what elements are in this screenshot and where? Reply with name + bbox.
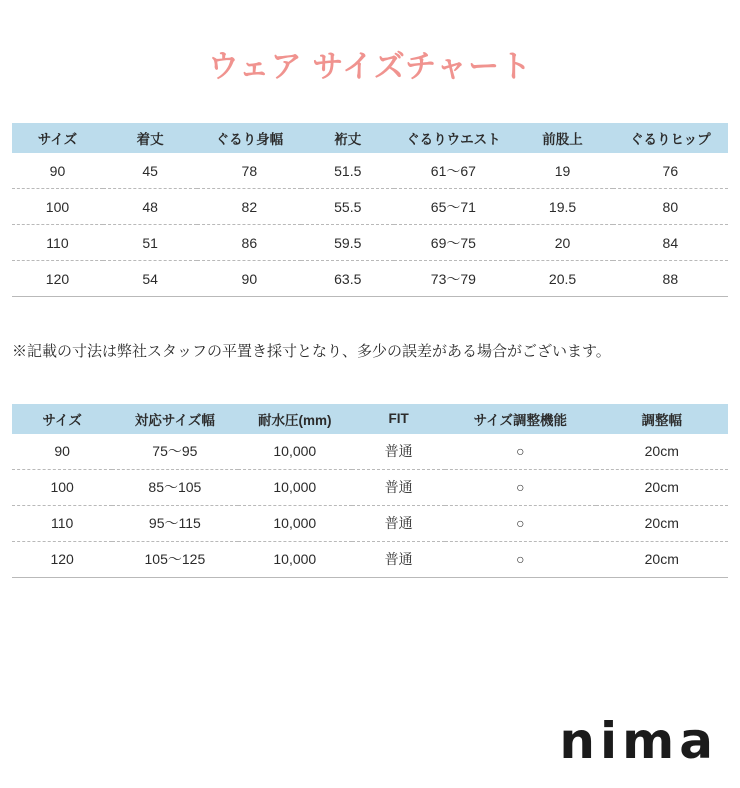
cell: 120 [12,261,103,297]
cell: 100 [12,469,112,505]
cell: 48 [103,189,198,225]
table-header-row [12,123,728,153]
table-row [12,225,728,261]
cell: 45 [103,153,198,189]
cell: 20cm [596,541,728,577]
cell: 75〜95 [112,434,237,470]
table-row [12,434,728,470]
cell: 90 [12,434,112,470]
cell: 20cm [596,505,728,541]
table-row [12,505,728,541]
cell: 19 [512,153,612,189]
table-row [12,541,728,577]
cell: 85〜105 [112,469,237,505]
table-row [12,153,728,189]
column-header-chest: ぐるり身幅 [197,123,301,153]
cell: 51 [103,225,198,261]
cell: 100 [12,189,103,225]
cell: 78 [197,153,301,189]
cell: 54 [103,261,198,297]
size-chart-page [0,48,740,788]
cell: 84 [613,225,728,261]
cell: ○ [445,505,595,541]
cell: 61〜67 [394,153,512,189]
cell: 51.5 [301,153,394,189]
cell: 86 [197,225,301,261]
cell: 10,000 [238,434,353,470]
measurement-note: ※記載の寸法は弊社スタッフの平置き採寸となり、多少の誤差がある場合がございます。 [12,343,611,361]
column-header-hip: ぐるりヒップ [613,123,728,153]
cell: 82 [197,189,301,225]
cell: 20cm [596,434,728,470]
cell: 110 [12,225,103,261]
cell: 63.5 [301,261,394,297]
cell: 普通 [352,434,445,470]
column-header-size: サイズ [12,123,103,153]
cell: 10,000 [238,541,353,577]
spec-table-body [12,434,728,578]
spec-table-head [12,404,728,434]
table-row [12,261,728,297]
cell: 73〜79 [394,261,512,297]
cell: 20cm [596,469,728,505]
cell: ○ [445,434,595,470]
cell: 20 [512,225,612,261]
column-header-adjust-function: サイズ調整機能 [445,404,595,434]
wear-size-table-body [12,153,728,297]
column-header-size-range: 対応サイズ幅 [112,404,237,434]
cell: 59.5 [301,225,394,261]
cell: 76 [613,153,728,189]
cell: 80 [613,189,728,225]
cell: 95〜115 [112,505,237,541]
cell: 普通 [352,505,445,541]
cell: 普通 [352,541,445,577]
wear-size-table-container [0,123,740,297]
brand-logo: nima [559,712,718,770]
cell: 普通 [352,469,445,505]
cell: 10,000 [238,505,353,541]
cell: 105〜125 [112,541,237,577]
column-header-waist: ぐるりウエスト [394,123,512,153]
table-row [12,469,728,505]
cell: 55.5 [301,189,394,225]
cell: 90 [12,153,103,189]
cell: 65〜71 [394,189,512,225]
cell: 90 [197,261,301,297]
cell: ○ [445,469,595,505]
page-title: ウェア サイズチャート [207,49,533,84]
column-header-adjust-range: 調整幅 [596,404,728,434]
column-header-sleeve: 裄丈 [301,123,394,153]
cell: 110 [12,505,112,541]
table-row [12,189,728,225]
column-header-size: サイズ [12,404,112,434]
column-header-rise: 前股上 [512,123,612,153]
cell: 19.5 [512,189,612,225]
cell: ○ [445,541,595,577]
wear-size-table-head [12,123,728,153]
cell: 10,000 [238,469,353,505]
column-header-water-pressure: 耐水圧(mm) [238,404,353,434]
spacer [0,364,740,404]
spec-table-container [0,404,740,578]
cell: 88 [613,261,728,297]
column-header-fit: FIT [352,404,445,434]
cell: 20.5 [512,261,612,297]
spec-table [12,404,728,578]
cell: 69〜75 [394,225,512,261]
cell: 120 [12,541,112,577]
column-header-length: 着丈 [103,123,198,153]
wear-size-table [12,123,728,297]
table-header-row [12,404,728,434]
